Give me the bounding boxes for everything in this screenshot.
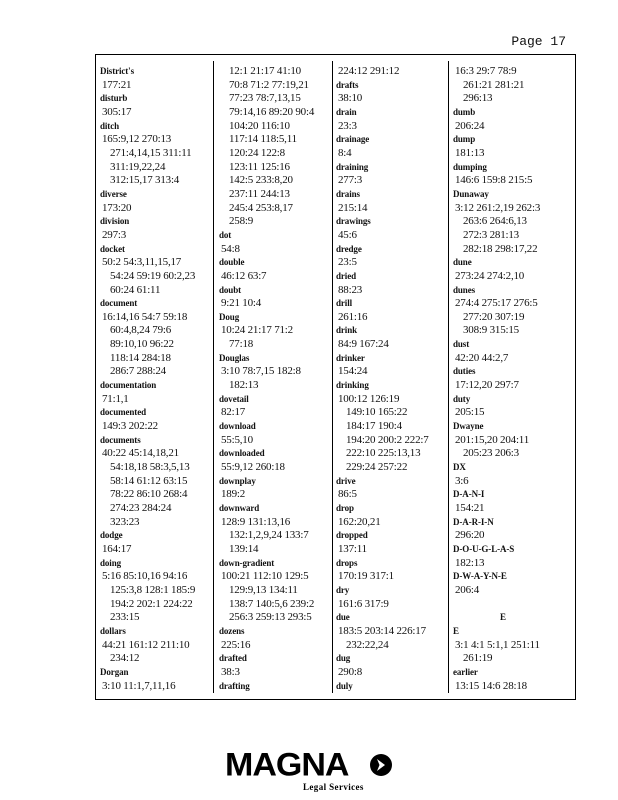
page-line-reference: 54:24 59:19 60:2,23 (110, 269, 196, 282)
page-line-reference: 312:15,17 313:4 (110, 174, 180, 187)
index-term: downward (219, 503, 260, 513)
index-term: dug (336, 653, 351, 664)
page-line-reference: 274:4 275:17 276:5 (455, 297, 538, 310)
index-term: dune (453, 257, 472, 268)
page-number: Page 17 (511, 34, 566, 49)
page-line-reference: 17:12,20 297:7 (455, 379, 519, 392)
page-line-reference: 205:15 (455, 406, 485, 419)
page-line-reference: 261:21 281:21 (463, 78, 525, 91)
page-line-reference: 245:4 253:8,17 (229, 201, 293, 214)
page-line-reference: 104:20 116:10 (229, 119, 290, 132)
page-line-reference: 225:16 (221, 638, 251, 651)
page-line-reference: 256:3 259:13 293:5 (229, 611, 312, 624)
page-line-reference: 5:16 85:10,16 94:16 (102, 570, 188, 583)
page-line-reference: 3:10 11:1,7,11,16 (102, 679, 176, 692)
index-term: drop (336, 503, 354, 513)
page-line-reference: 234:12 (110, 652, 140, 665)
page-line-reference: 177:21 (102, 78, 132, 91)
spacer (453, 598, 565, 612)
page-line-reference: 70:8 71:2 77:19,21 (229, 78, 309, 91)
page-line-reference: 137:11 (338, 542, 367, 555)
index-column-2 (219, 65, 331, 693)
page-line-reference: 88:23 (338, 283, 363, 296)
index-term: documented (100, 407, 146, 418)
column-divider (213, 61, 214, 693)
index-term: drinker (336, 352, 365, 363)
index-term: dry (336, 584, 350, 595)
index-term: draining (336, 161, 369, 172)
page-line-reference: 170:19 317:1 (338, 570, 394, 583)
index-term: drawings (336, 216, 371, 227)
page-line-reference: 129:9,13 134:11 (229, 583, 298, 596)
page-line-reference: 40:22 45:14,18,21 (102, 447, 179, 460)
page-line-reference: 311:19,22,24 (110, 160, 166, 173)
index-column-4 (453, 65, 565, 693)
index-term: diverse (100, 188, 127, 199)
page-line-reference: 206:24 (455, 119, 485, 132)
page-line-reference: 297:3 (102, 228, 127, 241)
index-term: dumb (453, 106, 476, 117)
page-line-reference: 154:21 (455, 502, 485, 514)
page-line-reference: 12:1 21:17 41:10 (229, 65, 301, 77)
index-term: drive (336, 475, 356, 486)
index-term: dunes (453, 284, 476, 295)
page-line-reference: 117:14 118:5,11 (229, 133, 297, 146)
index-term: Doug (219, 311, 240, 322)
page-line-reference: 271:4,14,15 311:11 (110, 146, 192, 159)
page-line-reference: 100:12 126:19 (338, 392, 400, 405)
index-term: drainage (336, 134, 370, 145)
index-term: Dorgan (100, 666, 129, 677)
page-line-reference: 182:13 (455, 556, 485, 569)
index-term: earlier (453, 666, 478, 677)
page-line-reference: 84:9 167:24 (338, 338, 389, 351)
page-line-reference: 232:22,24 (346, 638, 389, 651)
index-term: dredge (336, 243, 362, 254)
index-term: division (100, 216, 130, 227)
index-term: dump (453, 134, 476, 145)
index-term: dodge (100, 530, 123, 541)
column-divider (448, 61, 449, 693)
page-line-reference: 296:13 (463, 92, 493, 105)
index-term: downloaded (219, 448, 265, 459)
page-line-reference: 286:7 288:24 (110, 365, 166, 378)
index-term: D-W-A-Y-N-E (453, 571, 507, 582)
index-term: dried (336, 270, 357, 281)
index-term: down-gradient (219, 557, 275, 568)
page-line-reference: 154:24 (338, 365, 368, 378)
page-line-reference: 222:10 225:13,13 (346, 447, 421, 460)
index-term: drops (336, 557, 358, 568)
index-term: documentation (100, 380, 157, 391)
page-line-reference: 89:10,10 96:22 (110, 338, 174, 351)
page-line-reference: 184:17 190:4 (346, 420, 402, 433)
page-line-reference: 58:14 61:12 63:15 (110, 474, 188, 487)
page-line-reference: 162:20,21 (338, 515, 381, 528)
page-line-reference: 173:20 (102, 201, 132, 214)
page-line-reference: 13:15 14:6 28:18 (455, 679, 527, 692)
page-line-reference: 272:3 281:13 (463, 228, 519, 241)
index-term: District's (100, 66, 134, 76)
logo-wordmark: MAGNA (225, 746, 349, 784)
index-term: drinking (336, 380, 369, 391)
index-term: doing (100, 557, 122, 568)
index-term: documents (100, 434, 141, 445)
magna-logo (225, 748, 395, 794)
index-column-3 (336, 65, 448, 693)
page-line-reference: 45:6 (338, 228, 357, 241)
section-letter: E (500, 612, 506, 623)
page-line-reference: 100:21 112:10 129:5 (221, 570, 309, 583)
page-line-reference: 38:10 (338, 92, 363, 105)
page-line-reference: 290:8 (338, 665, 363, 678)
index-term: D-A-R-I-N (453, 516, 494, 527)
page-line-reference: 149:3 202:22 (102, 420, 158, 433)
page-line-reference: 215:14 (338, 201, 368, 214)
page-line-reference: 164:17 (102, 542, 132, 555)
page-line-reference: 77:23 78:7,13,15 (229, 92, 301, 105)
page-line-reference: 161:6 317:9 (338, 597, 389, 610)
page-line-reference: 261:16 (338, 310, 368, 323)
page-line-reference: 118:14 284:18 (110, 351, 171, 364)
page-line-reference: 55:9,12 260:18 (221, 461, 285, 474)
index-term: Dunaway (453, 188, 489, 199)
index-term: downplay (219, 475, 256, 486)
page-line-reference: 201:15,20 204:11 (455, 433, 530, 446)
page-line-reference: 16:14,16 54:7 59:18 (102, 310, 188, 323)
index-term: D-O-U-G-L-A-S (453, 543, 515, 554)
page-line-reference: 233:15 (110, 611, 140, 624)
column-divider (332, 61, 333, 693)
page-line-reference: 323:23 (110, 515, 140, 528)
page-line-reference: 132:1,2,9,24 133:7 (229, 529, 309, 542)
page-line-reference: 38:3 (221, 665, 240, 678)
page-line-reference: 261:19 (463, 652, 493, 665)
page-line-reference: 54:8 (221, 242, 240, 255)
page-line-reference: 229:24 257:22 (346, 461, 408, 474)
index-term: double (219, 257, 245, 268)
index-term: D-A-N-I (453, 489, 485, 500)
index-term: duties (453, 366, 476, 377)
page-line-reference: 138:7 140:5,6 239:2 (229, 597, 315, 610)
page-line-reference: 8:4 (338, 146, 352, 159)
index-term: dozens (219, 625, 245, 636)
page-line-reference: 194:20 200:2 222:7 (346, 433, 429, 446)
page-line-reference: 277:3 (338, 174, 363, 187)
page-line-reference: 277:20 307:19 (463, 310, 525, 323)
page-line-reference: 282:18 298:17,22 (463, 242, 538, 255)
page-line-reference: 237:11 244:13 (229, 187, 290, 200)
page-line-reference: 42:20 44:2,7 (455, 351, 509, 364)
index-term: dust (453, 339, 470, 350)
page-line-reference: 23:3 (338, 119, 357, 132)
page-line-reference: 3:1 4:1 5:1,1 251:11 (455, 638, 540, 651)
index-term: disturb (100, 93, 128, 104)
page-line-reference: 71:1,1 (102, 392, 129, 405)
page-line-reference: 205:23 206:3 (463, 447, 519, 460)
index-term: duly (336, 680, 353, 691)
page-line-reference: 308:9 315:15 (463, 324, 519, 337)
page-line-reference: 3:12 261:2,19 262:3 (455, 201, 541, 214)
index-term: drill (336, 298, 353, 309)
page-line-reference: 224:12 291:12 (338, 65, 400, 77)
index-term: drafts (336, 79, 359, 90)
page-line-reference: 3:6 (455, 474, 469, 487)
index-term: drains (336, 188, 360, 199)
page-line-reference: 263:6 264:6,13 (463, 215, 527, 228)
index-term: Dwayne (453, 421, 484, 432)
index-term: dollars (100, 625, 126, 636)
index-term: download (219, 421, 256, 432)
page-line-reference: 60:24 61:11 (110, 283, 161, 296)
index-column-1 (100, 65, 212, 693)
index-term: dumping (453, 161, 487, 172)
page-line-reference: 165:9,12 270:13 (102, 133, 172, 146)
index-term: dovetail (219, 393, 249, 404)
page-line-reference: 189:2 (221, 488, 246, 501)
page-line-reference: 273:24 274:2,10 (455, 269, 525, 282)
page-line-reference: 55:5,10 (221, 433, 253, 446)
page-line-reference: 146:6 159:8 215:5 (455, 174, 533, 187)
page-line-reference: 181:13 (455, 146, 485, 159)
page-line-reference: 82:17 (221, 406, 246, 419)
index-term: drink (336, 325, 358, 336)
page-line-reference: 258:9 (229, 215, 254, 228)
page-line-reference: 305:17 (102, 105, 132, 118)
index-term: drafted (219, 653, 247, 664)
page-line-reference: 3:10 78:7,15 182:8 (221, 365, 301, 378)
right-arrow-circle-icon (369, 753, 393, 777)
page-line-reference: 128:9 131:13,16 (221, 515, 291, 528)
page-line-reference: 9:21 10:4 (221, 297, 262, 310)
page-line-reference: 50:2 54:3,11,15,17 (102, 256, 182, 269)
page-line-reference: 10:24 21:17 71:2 (221, 324, 293, 337)
page-line-reference: 274:23 284:24 (110, 502, 172, 514)
page-line-reference: 123:11 125:16 (229, 160, 290, 173)
index-term: drain (336, 106, 357, 117)
logo-subtext: Legal Services (303, 782, 364, 792)
index-term: document (100, 298, 138, 309)
page-line-reference: 139:14 (229, 542, 259, 555)
index-term: due (336, 612, 350, 623)
index-term: DX (453, 462, 466, 473)
page-line-reference: 194:2 202:1 224:22 (110, 597, 193, 610)
index-frame (95, 54, 576, 700)
index-term: E (453, 625, 459, 636)
index-term: docket (100, 243, 125, 254)
page-line-reference: 16:3 29:7 78:9 (455, 65, 517, 77)
index-term: drafting (219, 680, 250, 691)
page-line-reference: 120:24 122:8 (229, 146, 285, 159)
page-line-reference: 78:22 86:10 268:4 (110, 488, 188, 501)
page-line-reference: 23:5 (338, 256, 357, 269)
index-term: duty (453, 393, 471, 404)
page-line-reference: 54:18,18 58:3,5,13 (110, 461, 190, 474)
index-term: Douglas (219, 352, 250, 363)
page-line-reference: 182:13 (229, 379, 259, 392)
page-line-reference: 206:4 (455, 583, 480, 596)
page-line-reference: 46:12 63:7 (221, 269, 267, 282)
index-term: ditch (100, 120, 120, 131)
page-line-reference: 296:20 (455, 529, 485, 542)
page-line-reference: 142:5 233:8,20 (229, 174, 293, 187)
page-line-reference: 125:3,8 128:1 185:9 (110, 583, 196, 596)
page-line-reference: 60:4,8,24 79:6 (110, 324, 172, 337)
page-line-reference: 79:14,16 89:20 90:4 (229, 105, 315, 118)
index-term: dropped (336, 530, 368, 541)
page-line-reference: 86:5 (338, 488, 357, 501)
page-line-reference: 183:5 203:14 226:17 (338, 624, 426, 637)
page-line-reference: 149:10 165:22 (346, 406, 408, 419)
index-term: doubt (219, 284, 242, 295)
page-line-reference: 44:21 161:12 211:10 (102, 638, 190, 651)
index-term: dot (219, 229, 232, 240)
page-line-reference: 77:18 (229, 338, 254, 351)
